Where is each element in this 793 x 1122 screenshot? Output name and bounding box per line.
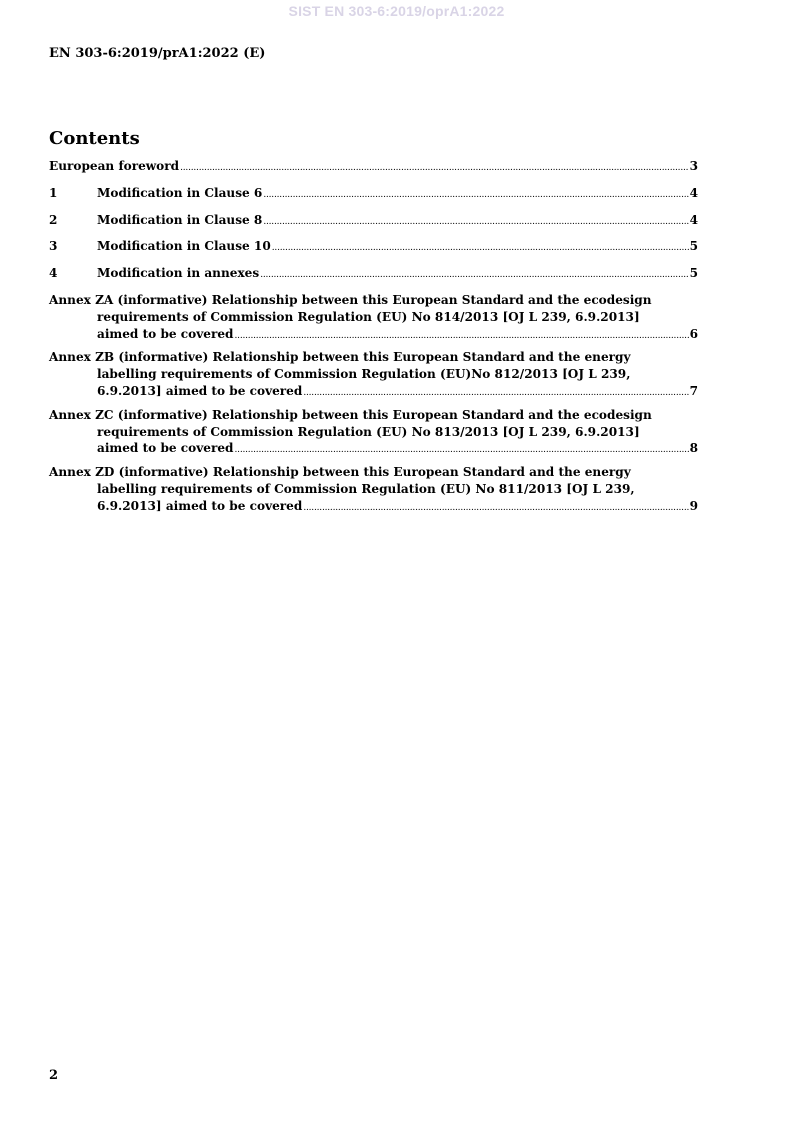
toc-entry-label: aimed to be covered [97,441,234,456]
toc-entry-label: 6.9.2013] aimed to be covered [97,498,303,513]
toc-entry-label: 6.9.2013] aimed to be covered [97,383,303,398]
toc-page-number: 5 [689,266,698,281]
toc-annex-last-line [49,383,698,402]
toc-annex-last-line [49,440,698,459]
toc-entry-label: Modification in Clause 8 [97,212,263,227]
toc-leader-dots [180,160,688,177]
toc-page-number: 4 [689,212,698,227]
toc-page-number: 3 [689,159,698,173]
toc-entry-label: Modification in Clause 6 [97,185,263,200]
toc-page-number: 4 [689,185,698,200]
toc-page-number: 5 [689,239,698,254]
toc-entry-annex-zb[interactable] [49,349,698,401]
watermark: SIST EN 303-6:2019/oprA1:2022 [288,3,505,19]
document-id-header: EN 303-6:2019/prA1:2022 (E) [49,46,266,61]
toc-leader-dots [303,500,688,517]
toc-leader-dots [303,385,688,402]
toc-annex-title-line: Annex ZB (informative) Relationship between this European Standard and the energy [49,350,631,365]
toc-annex-last-line [49,326,698,345]
toc-entry-label: Modification in Clause 10 [97,239,271,254]
toc-entry-clause-1[interactable] [49,185,698,204]
toc-entry-european-foreword[interactable] [49,158,698,177]
toc-leader-dots [263,214,688,231]
toc-entry-label: aimed to be covered [97,326,234,341]
toc-page-number: 7 [689,383,698,398]
toc-entry-clause-2[interactable] [49,212,698,231]
toc-annex-last-line [49,498,698,517]
toc-annex-title-line: Annex ZD (informative) Relationship between this European Standard and the energy [49,465,631,480]
toc-annex-title-line: labelling requirements of Commission Regulation (EU)No 812/2013 [OJ L 239, [97,367,631,382]
contents-title: Contents [49,128,140,149]
toc-leader-dots [263,187,688,204]
toc-page-number: 6 [689,326,698,341]
table-of-contents [49,158,698,522]
toc-page-number: 9 [689,498,698,513]
toc-leader-dots [272,240,689,257]
toc-entry-clause-3[interactable] [49,238,698,257]
toc-entry-annex-zc[interactable] [49,407,698,459]
toc-annex-title-line: requirements of Commission Regulation (EU) No 813/2013 [OJ L 239, 6.9.2013] [97,424,640,439]
toc-leader-dots [235,328,689,345]
toc-entry-annex-za[interactable] [49,292,698,344]
page-number: 2 [49,1068,59,1083]
toc-leader-dots [260,267,688,284]
toc-entry-number: 4 [49,266,58,281]
toc-leader-dots [235,442,689,459]
toc-annex-title-line: requirements of Commission Regulation (EU) No 814/2013 [OJ L 239, 6.9.2013] [97,309,640,324]
toc-annex-title-line: Annex ZC (informative) Relationship between this European Standard and the ecodesign [49,407,652,422]
toc-entry-label: Modification in annexes [97,266,260,281]
toc-entry-annex-zd[interactable] [49,464,698,516]
toc-entry-number: 1 [49,185,58,200]
toc-annex-title-line: Annex ZA (informative) Relationship between this European Standard and the ecodesign [49,292,652,307]
toc-entry-number: 2 [49,212,58,227]
toc-entry-label: European foreword [49,159,180,173]
toc-page-number: 8 [689,441,698,456]
toc-annex-title-line: labelling requirements of Commission Regulation (EU) No 811/2013 [OJ L 239, [97,481,635,496]
toc-entry-clause-4[interactable] [49,265,698,284]
toc-entry-number: 3 [49,239,58,254]
